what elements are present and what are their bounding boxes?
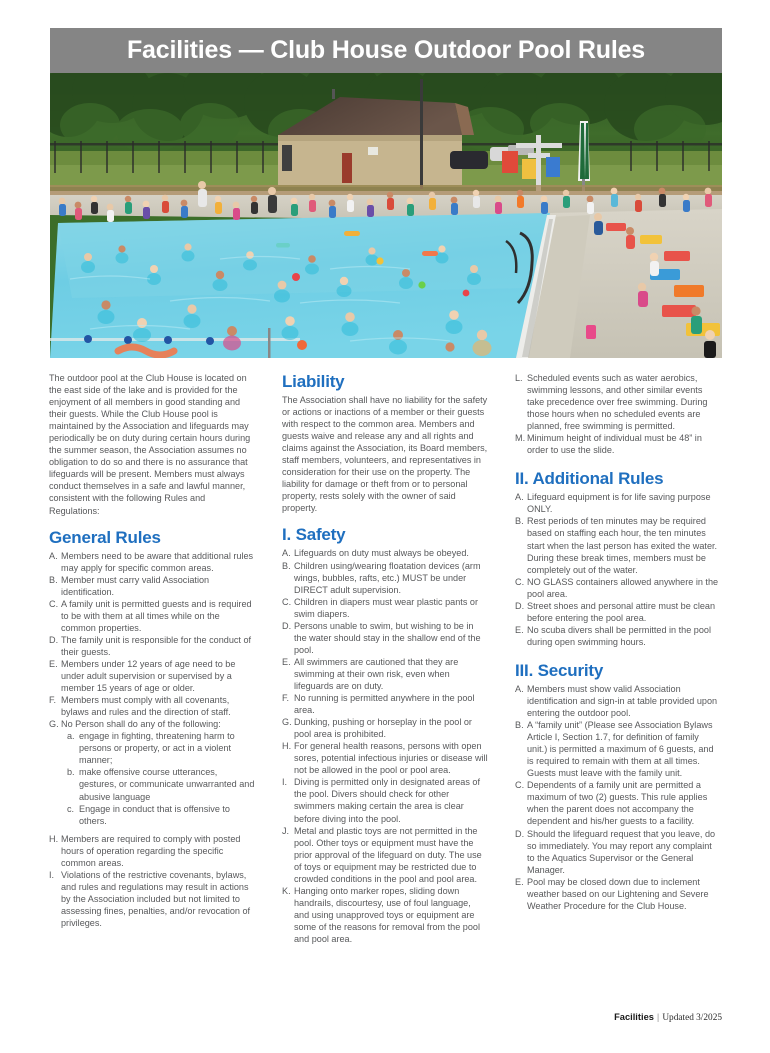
list-marker: F.	[49, 695, 57, 706]
list-item	[49, 574, 255, 598]
list-marker: H.	[282, 741, 292, 752]
list-item	[49, 598, 255, 634]
list-text: Members under 12 years of age need to be under adult supervision or supervised by a member 15 years of age or older.	[61, 658, 236, 694]
general-rules-sublist	[49, 730, 255, 826]
list-text: Diving is permitted only in designated areas of the pool. Divers should check for other swimmers making certain the area is clear before diving into the pool.	[294, 777, 481, 824]
list-marker: D.	[515, 828, 525, 839]
list-item	[49, 869, 255, 929]
list-item	[515, 828, 721, 876]
sub-list-text: make offensive course utterances, gestures, or communicate unwarranted and abusive language	[79, 767, 255, 802]
general-rules-list-continued	[49, 833, 255, 929]
list-item	[515, 491, 721, 515]
list-text: NO GLASS containers allowed anywhere in the pool area.	[527, 576, 719, 599]
list-text: Lifeguards on duty must always be obeyed.	[294, 548, 469, 559]
column-3	[515, 372, 721, 912]
list-item	[515, 876, 721, 912]
list-item	[49, 658, 255, 694]
list-text: No Person shall do any of the following:	[61, 719, 221, 730]
intro-paragraph: The outdoor pool at the Club House is located on the east side of the lake and is provided for the enjoyment of all members in good standing and their guests. While the Club House pool is maintained by the Association and lifeguards may periodically be on duty during certain hours during the summer season, the Association assumes no obligation to do so and there is no assurance that lifeguards will be present. Members must always conduct themselves in a safe and lawful manner, consistent with the following Rules and Regulations:	[49, 373, 251, 516]
list-text: The family unit is responsible for the conduct of their guests.	[61, 634, 252, 657]
list-text: Pool may be closed down due to inclement weather based on our Lightening and Severe Weather Procedure for the Club House.	[527, 876, 709, 911]
security-rules-list	[515, 683, 721, 912]
list-text: Members must comply with all covenants, bylaws and rules and the direction of staff.	[61, 695, 231, 718]
list-text: Metal and plastic toys are not permitted in the pool. Other toys or equipment must have the prior approval of the lifeguard on duty. The use of toys or equipment may be restricted due to crowded conditions in the pool and pool area.	[294, 825, 482, 884]
list-item	[515, 515, 721, 575]
additional-rules-list	[515, 491, 721, 648]
list-marker: A.	[282, 548, 291, 559]
list-text: Dependents of a family unit are permitted a maximum of two (2) guests. This rule applies when the parent does not accompany the dependent and his/her guests to a facility.	[527, 780, 708, 827]
list-item	[49, 718, 255, 730]
sub-list-marker: c.	[67, 803, 75, 814]
list-marker: E.	[515, 876, 524, 887]
list-marker: E.	[515, 624, 524, 635]
list-marker: H.	[49, 833, 59, 844]
list-marker: A.	[515, 492, 524, 503]
list-item	[282, 560, 488, 596]
list-marker: L.	[515, 373, 523, 383]
list-text: Member must carry valid Association identification.	[61, 574, 210, 597]
sub-list-text: Engage in conduct that is offensive to others.	[79, 803, 230, 826]
list-marker: G.	[282, 717, 292, 728]
list-text: Children in diapers must wear plastic pants or swim diapers.	[294, 596, 478, 619]
list-marker: D.	[282, 620, 292, 631]
list-item	[515, 372, 721, 432]
list-marker: K.	[282, 885, 291, 896]
list-item	[282, 620, 488, 656]
list-item	[49, 833, 255, 869]
list-text: Street shoes and personal attire must be clean before entering the pool area.	[527, 600, 716, 623]
list-marker: C.	[515, 780, 525, 791]
list-text: Minimum height of individual must be 48” in order to use the slide.	[527, 433, 702, 456]
list-text: Members must show valid Association identification and sign-in at table provided upon entering the outdoor pool.	[527, 683, 718, 719]
pool-photo-illustration	[50, 73, 722, 358]
list-marker: A.	[49, 550, 58, 561]
list-text: A “family unit” (Please see Association Bylaws Article I, Section 1.7, for definition of family unit.) is permitted a maximum of 6 guests, and is required to remain with them at all times. Guests must leave with the family unit.	[527, 720, 714, 779]
list-marker: B.	[49, 574, 58, 585]
list-item	[282, 716, 488, 740]
sub-list-text: engage in fighting, threatening harm to persons or property, or act in a violent manner;	[79, 731, 235, 766]
list-item	[49, 694, 255, 718]
footer-separator: |	[656, 1012, 660, 1022]
list-text: No running is permitted anywhere in the pool area.	[294, 693, 475, 716]
list-marker: D.	[49, 634, 59, 645]
safety-rules-list-continued	[515, 372, 721, 456]
heading-security: III. Security	[515, 660, 604, 680]
list-marker: J.	[282, 825, 290, 836]
list-text: A family unit is permitted guests and is required to be with them at all times while on the common properties.	[61, 598, 252, 633]
list-item	[282, 692, 488, 716]
list-text: Rest periods of ten minutes may be required based on staffing each hour, the ten minutes start when the last person has exited the water. During these break times, members must be completely out of the water.	[527, 516, 718, 575]
list-text: Members are required to comply with posted hours of operation regarding the specific common areas.	[61, 833, 241, 868]
heading-safety: I. Safety	[282, 525, 346, 545]
list-text: Children using/wearing floatation devices (arm wings, bubbles, rafts, etc.) MUST be under DIRECT adult supervision.	[294, 560, 481, 595]
list-item	[49, 634, 255, 658]
list-item	[515, 624, 721, 648]
list-text: Violations of the restrictive covenants, bylaws, and rules and regulations may result in actions by the Association included but not limited to assessing fines, penalties, and/or revocation of privileges.	[61, 869, 251, 928]
list-marker: E.	[49, 658, 58, 669]
page-header-bar	[50, 28, 722, 73]
list-text: Members need to be aware that additional rules may apply for specific common areas.	[61, 550, 254, 573]
list-item	[282, 825, 488, 885]
list-text: For general health reasons, persons with open sores, potential infectious injuries or disease will not be allowed in the pool or pool area.	[294, 741, 488, 776]
list-item	[515, 432, 721, 456]
general-rules-list	[49, 550, 255, 731]
list-item	[515, 779, 721, 827]
list-marker: F.	[282, 693, 290, 704]
page-footer	[49, 1012, 722, 1023]
footer-updated-label: Updated 3/2025	[662, 1013, 722, 1023]
heading-general-rules: General Rules	[49, 527, 161, 547]
list-marker: C.	[282, 596, 292, 607]
column-1	[49, 372, 255, 929]
club-house-outdoor-pool-photo	[50, 73, 722, 358]
list-text: No scuba divers shall be permitted in the pool during open swimming hours.	[527, 624, 711, 647]
sub-list-marker: a.	[67, 731, 75, 742]
list-item	[282, 547, 488, 559]
list-item	[282, 656, 488, 692]
list-marker: B.	[515, 720, 524, 731]
list-item	[282, 776, 488, 824]
footer-section-label: Facilities	[614, 1012, 654, 1022]
list-text: All swimmers are cautioned that they are swimming at their own risk, even when lifeguards are on duty.	[294, 656, 459, 691]
list-marker: A.	[515, 683, 524, 694]
list-marker: D.	[515, 600, 525, 611]
list-marker: M.	[515, 433, 526, 444]
list-item	[282, 596, 488, 620]
liability-paragraph: The Association shall have no liability for the safety or actions or inactions of a member or their guests with respect to the common area. Members and guests waive and release any and all rights and claims against the Association, its Board members, staff members, volunteers, and representatives in consideration for their use on the property. The liability for damage or theft from or to personal property, rests solely with the owner of said property.	[282, 395, 488, 514]
sub-list-item	[67, 730, 255, 766]
list-marker: E.	[282, 656, 291, 667]
list-marker: I.	[282, 777, 288, 788]
list-item	[282, 885, 488, 945]
list-item	[515, 600, 721, 624]
list-marker: C.	[515, 576, 525, 587]
list-item	[282, 740, 488, 776]
column-2	[282, 372, 488, 945]
list-text: Lifeguard equipment is for life saving purpose ONLY.	[527, 492, 711, 515]
list-item	[515, 683, 721, 719]
list-text: Hanging onto marker ropes, sliding down handrails, discourtesy, use of foul language, and using unapproved toys or equipment are some of the reasons for removal from the pool and pool area.	[294, 885, 481, 944]
list-text: Scheduled events such as water aerobics, swimming lessons, and other similar events take precedence over free swimming. During those hours when no scheduled events are planned, free swimming is permitted.	[527, 373, 708, 432]
list-marker: B.	[515, 516, 524, 527]
sub-list-marker: b.	[67, 767, 75, 778]
list-item	[515, 576, 721, 600]
list-text: Persons unable to swim, but wishing to be in the water should stay in the shallow end of the pool.	[294, 620, 481, 655]
list-marker: C.	[49, 598, 59, 609]
sub-list-item	[67, 803, 255, 827]
safety-rules-list	[282, 547, 488, 945]
heading-liability: Liability	[282, 372, 345, 391]
list-marker: B.	[282, 560, 291, 571]
page-title: Facilities — Club House Outdoor Pool Rules	[126, 36, 646, 64]
list-item	[49, 550, 255, 574]
list-text: Should the lifeguard request that you leave, do so immediately. You may report any complaint to the Aquatics Supervisor or the General Manager.	[527, 828, 716, 875]
list-text: Dunking, pushing or horseplay in the pool or pool area is prohibited.	[294, 717, 472, 740]
sub-list-item	[67, 766, 255, 802]
list-item	[515, 719, 721, 779]
heading-additional-rules: II. Additional Rules	[515, 469, 664, 489]
list-marker: G.	[49, 719, 59, 730]
list-marker: I.	[49, 869, 55, 880]
